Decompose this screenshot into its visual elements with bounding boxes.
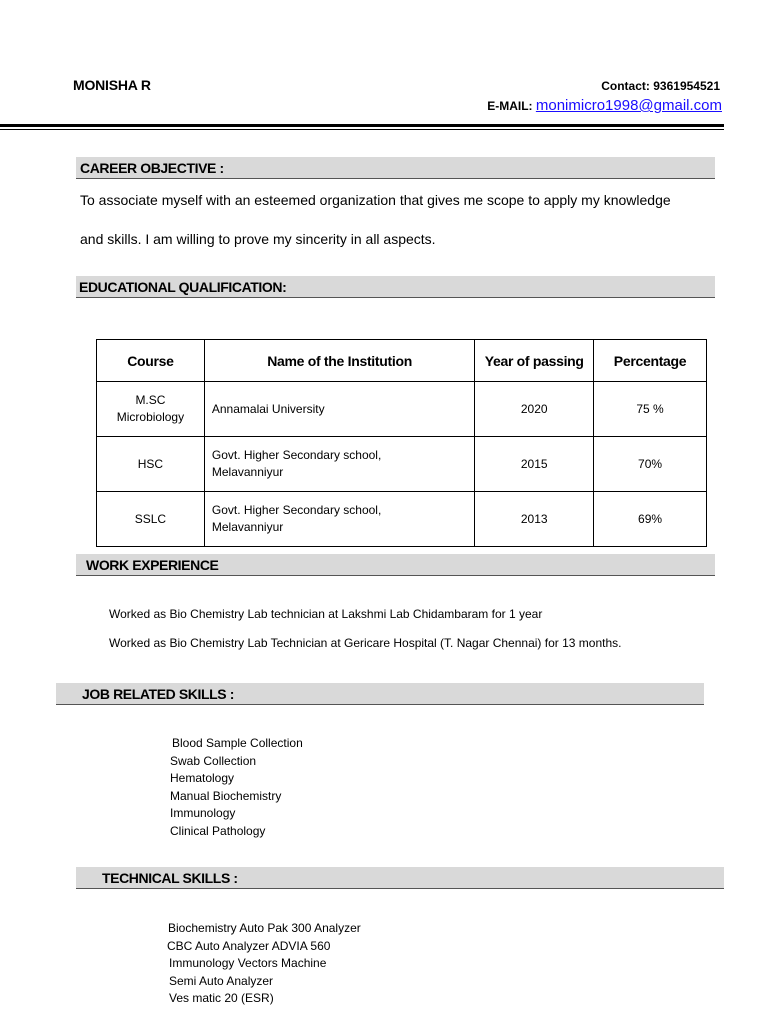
education-table — [96, 339, 707, 547]
course-cell: HSC — [97, 437, 205, 492]
column-header-institution: Name of the Institution — [204, 340, 474, 382]
header-divider-thin — [0, 129, 724, 130]
percentage-cell: 69% — [594, 492, 707, 547]
work-experience-heading: WORK EXPERIENCE — [76, 554, 715, 576]
contact-label: Contact: — [601, 79, 650, 93]
email-label: E-MAIL: — [487, 99, 533, 113]
list-item: Semi Auto Analyzer — [169, 973, 274, 988]
institution-cell — [204, 437, 474, 492]
year-cell: 2013 — [475, 492, 594, 547]
contact-line — [601, 79, 720, 93]
column-header-percentage: Percentage — [594, 340, 707, 382]
contact-phone: 9361954521 — [653, 79, 720, 93]
institution-cell — [204, 492, 474, 547]
list-item: Manual Biochemistry — [170, 788, 282, 803]
institution-name: Annamalai University — [211, 401, 325, 416]
technical-skills-list — [168, 920, 361, 1008]
list-item: Biochemistry Auto Pak 300 Analyzer — [168, 921, 361, 935]
header-divider-thick — [0, 124, 724, 127]
course-cell — [97, 382, 205, 437]
course-cell: SSLC — [97, 492, 205, 547]
year-cell: 2020 — [475, 382, 594, 437]
list-item: Swab Collection — [170, 753, 257, 768]
institution-name: Govt. Higher Secondary school, — [211, 448, 382, 462]
year-cell: 2015 — [475, 437, 594, 492]
course-name: M.SC — [135, 393, 166, 407]
percentage-cell: 75 % — [594, 382, 707, 437]
education-heading: EDUCATIONAL QUALIFICATION: — [76, 276, 715, 298]
email-link[interactable]: monimicro1998@gmail.com — [535, 97, 722, 114]
table-row — [97, 492, 707, 547]
list-item: CBC Auto Analyzer ADVIA 560 — [167, 938, 331, 953]
column-header-year: Year of passing — [475, 340, 594, 382]
table-header-row — [97, 340, 707, 382]
list-item: Blood Sample Collection — [172, 736, 303, 750]
institution-place: Melavanniyur — [211, 465, 284, 479]
table-row — [97, 382, 707, 437]
list-item: Immunology Vectors Machine — [169, 956, 327, 970]
work-item: Worked as Bio Chemistry Lab technician at Lakshmi Lab Chidambaram for 1 year — [109, 607, 543, 621]
job-skills-list — [170, 735, 303, 840]
technical-skills-heading: TECHNICAL SKILLS : — [76, 867, 724, 889]
career-objective-heading: CAREER OBJECTIVE : — [76, 157, 715, 179]
table-row — [97, 437, 707, 492]
job-skills-heading: JOB RELATED SKILLS : — [56, 683, 704, 705]
institution-place: Melavanniyur — [211, 520, 284, 534]
email-line — [487, 97, 722, 114]
institution-cell — [204, 382, 474, 437]
institution-name: Govt. Higher Secondary school, — [211, 503, 382, 517]
list-item: Immunology — [170, 806, 236, 820]
list-item: Ves matic 20 (ESR) — [169, 991, 274, 1005]
list-item: Clinical Pathology — [170, 823, 266, 838]
work-item: Worked as Bio Chemistry Lab Technician at Gericare Hospital (T. Nagar Chennai) for 13 months. — [109, 636, 622, 650]
percentage-cell: 70% — [594, 437, 707, 492]
career-objective-line-2: and skills. I am willing to prove my sincerity in all aspects. — [80, 231, 436, 247]
candidate-name: MONISHA R — [73, 77, 151, 93]
column-header-course: Course — [97, 340, 205, 382]
course-name-line-2: Microbiology — [116, 410, 185, 424]
career-objective-line-1: To associate myself with an esteemed organization that gives me scope to apply my knowledge — [80, 192, 671, 208]
list-item: Hematology — [170, 771, 235, 785]
